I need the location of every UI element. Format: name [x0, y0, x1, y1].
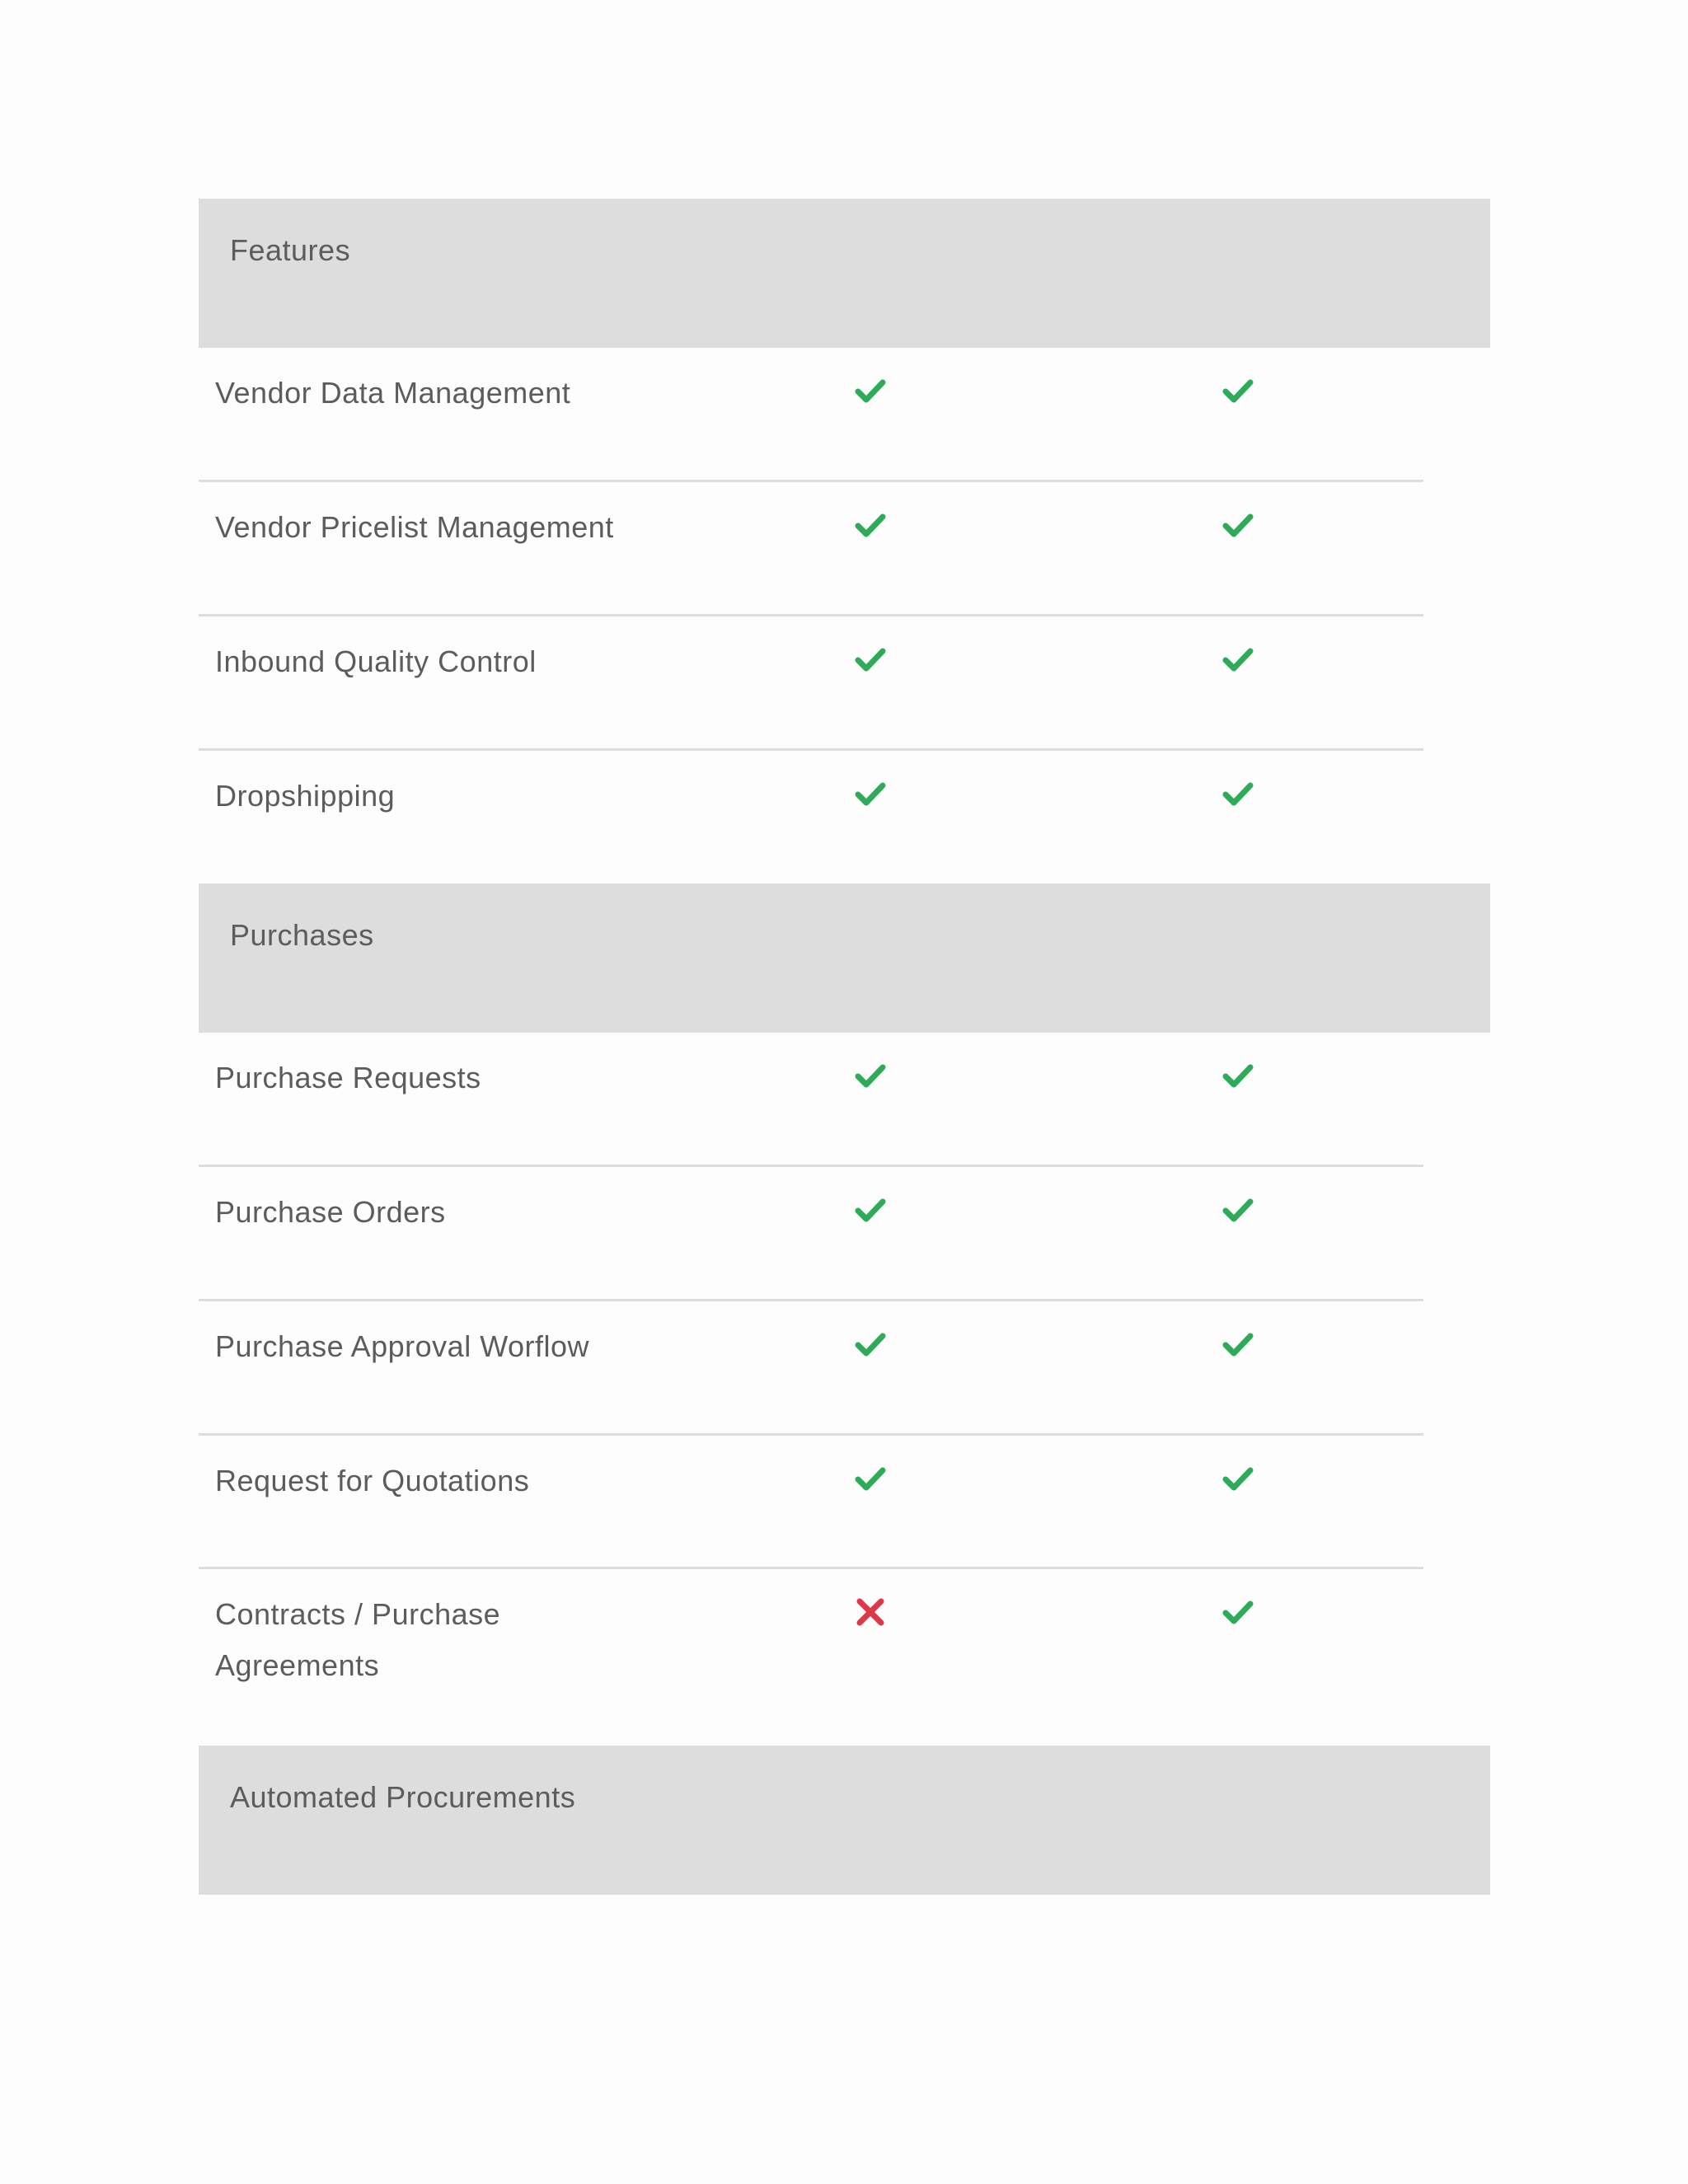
section-header-features: [199, 199, 1490, 348]
check-icon: [1220, 1192, 1256, 1228]
feature-label: Purchase Orders: [215, 1195, 446, 1229]
section-header-automated-procurements: [199, 1746, 1490, 1895]
table-row: [199, 1569, 1423, 1746]
feature-label: Vendor Pricelist Management: [215, 510, 614, 544]
check-icon: [1220, 776, 1256, 812]
check-icon: [852, 507, 889, 543]
table-row: [199, 1167, 1423, 1301]
feature-label: Contracts / Purchase Agreements: [215, 1597, 501, 1682]
check-icon: [852, 641, 889, 677]
check-icon: [1220, 507, 1256, 543]
check-icon: [852, 1192, 889, 1228]
feature-label: Inbound Quality Control: [215, 644, 537, 678]
check-icon: [1220, 1460, 1256, 1497]
feature-label: Request for Quotations: [215, 1464, 530, 1497]
table-row: [199, 751, 1423, 883]
section-title: Purchases: [230, 918, 374, 952]
check-icon: [1220, 1057, 1256, 1094]
feature-label: Dropshipping: [215, 779, 396, 813]
check-icon: [852, 1326, 889, 1362]
section-title: Automated Procurements: [230, 1780, 576, 1814]
table-row: [199, 1033, 1423, 1167]
table-row: [199, 1436, 1423, 1569]
check-icon: [1220, 373, 1256, 409]
check-icon: [852, 1460, 889, 1497]
check-icon: [1220, 641, 1256, 677]
check-icon: [852, 1057, 889, 1094]
check-icon: [1220, 1326, 1256, 1362]
table-row: [199, 1301, 1423, 1436]
feature-label: Purchase Approval Worflow: [215, 1329, 590, 1363]
check-icon: [1220, 1594, 1256, 1630]
check-icon: [852, 373, 889, 409]
check-icon: [852, 776, 889, 812]
feature-label: Vendor Data Management: [215, 376, 571, 410]
cross-icon: [852, 1594, 889, 1630]
table-row: [199, 348, 1423, 482]
section-header-purchases: [199, 883, 1490, 1033]
section-title: Features: [230, 233, 351, 267]
table-row: [199, 482, 1423, 616]
feature-label: Purchase Requests: [215, 1061, 481, 1094]
table-row: [199, 616, 1423, 751]
